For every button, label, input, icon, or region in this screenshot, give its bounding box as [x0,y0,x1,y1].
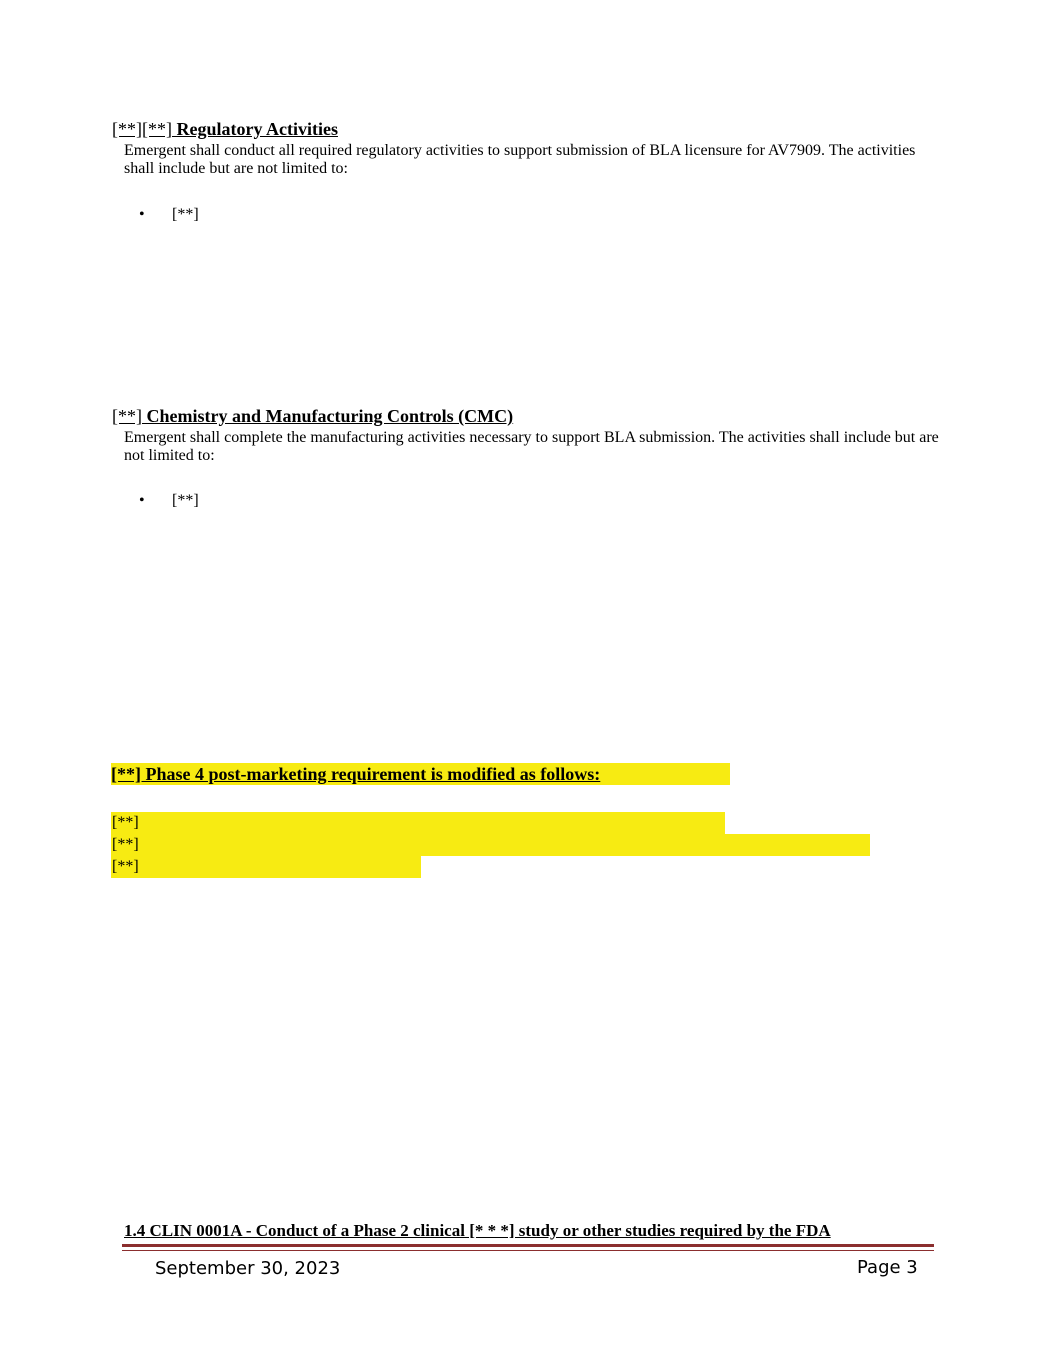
section-body-regulatory: Emergent shall conduct all required regulatory activities to support submission of BLA licensure for AV7909. The activities shall include but are not limited to: [124,142,916,177]
footer-rule-thick [122,1244,934,1247]
bullet-item: [**] [172,206,199,223]
bullet-icon: • [139,492,145,509]
section-tag: [**][**] [112,119,172,139]
clin-heading [124,1221,831,1241]
phase4-heading: [**] Phase 4 post-marketing requirement is modified as follows: [111,763,730,785]
section-heading-regulatory [112,119,338,139]
section-title: Chemistry and Manufacturing Controls (CMC) [146,406,514,426]
phase4-line: [**] [111,812,725,834]
footer-rule-thin [122,1250,934,1251]
footer-date: September 30, 2023 [155,1258,341,1279]
bullet-icon: • [139,206,145,223]
section-tag: [**] [112,406,142,426]
section-body-cmc: Emergent shall complete the manufacturing activities necessary to support BLA submission. The activities shall include but are not limited to: [124,429,939,464]
phase4-line: [**] [111,834,870,856]
phase4-line: [**] [111,856,421,878]
clin-title: CLIN 0001A - Conduct of a Phase 2 clinical [* * *] study or other studies required by the FDA [149,1221,831,1240]
clin-number: 1.4 [124,1221,146,1240]
section-title: Regulatory Activities [176,119,338,139]
bullet-item: [**] [172,492,199,509]
section-heading-cmc [112,406,513,426]
footer-page-number: Page 3 [857,1257,918,1278]
